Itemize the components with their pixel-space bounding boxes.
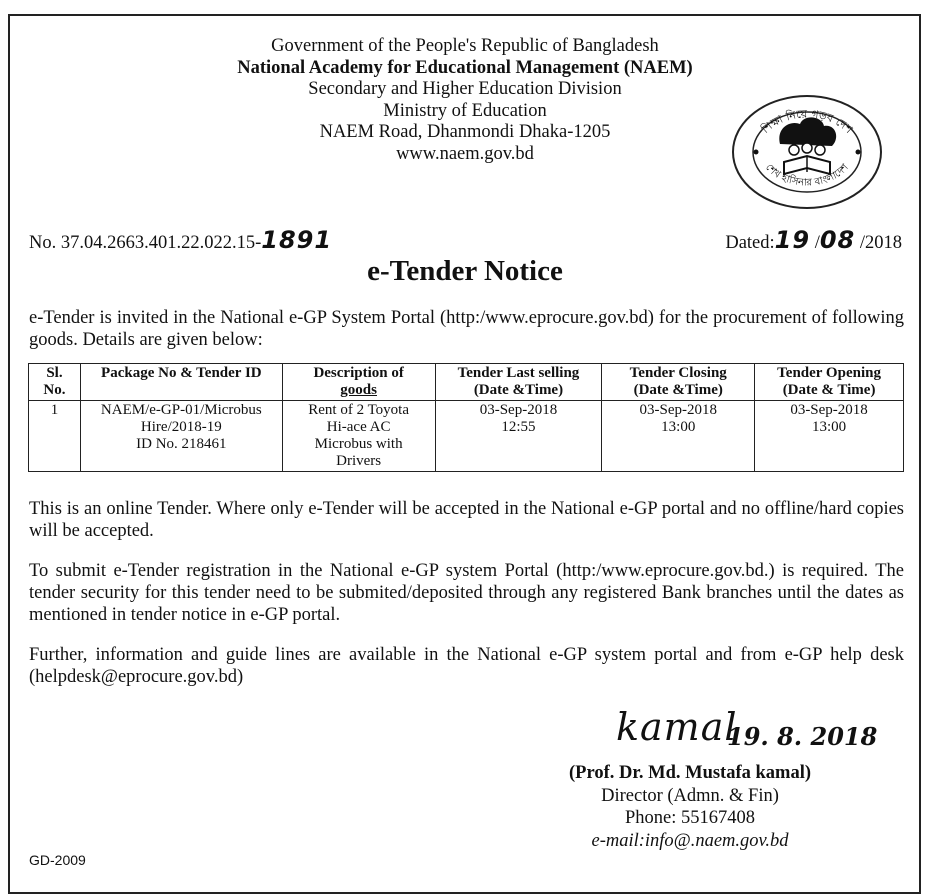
header-address: NAEM Road, Dhanmondi Dhaka-1205 [319,122,611,142]
header-government: Government of the People's Republic of Bangladesh [271,36,659,56]
seal-text-top: শিক্ষা নিয়ে গড়ব দেশ [759,107,856,137]
memo-number [29,226,332,254]
naem-seal-icon [728,92,886,212]
date-sep: / [810,233,820,253]
signatory-email: e-mail:info@.naem.gov.bd [591,830,789,851]
cell-package: NAEM/e-GP-01/Microbus Hire/2018-19 ID No. 218461 [80,401,282,472]
header-last-selling: Tender Last selling (Date &Time) [435,364,602,401]
header-package: Package No & Tender ID [80,364,282,401]
cell-last-selling: 03-Sep-2018 12:55 [435,401,602,472]
date-day: 19 [774,226,811,254]
helpdesk-paragraph: Further, information and guide lines are available in the National e-GP system portal and from e-GP help desk (helpdesk@eprocure.gov.bd) [29,645,904,687]
cell-description: Rent of 2 Toyota Hi-ace AC Microbus with Drivers [282,401,435,472]
footer-code: GD-2009 [29,852,86,868]
notice-title: e-Tender Notice [367,255,563,287]
memo-date [725,226,902,254]
tender-table [28,363,904,472]
signatory-name: (Prof. Dr. Md. Mustafa kamal) [568,763,812,783]
signature-scribble: kamal [616,705,738,749]
online-tender-paragraph: This is an online Tender. Where only e-Tender will be accepted in the National e-GP portal and no offline/hard copies will be accepted. [29,499,904,541]
header-academy: National Academy for Educational Management (NAEM) [237,57,693,78]
registration-paragraph: To submit e-Tender registration in the National e-GP system Portal (http:/www.eprocure.gov.bd.) is required. The tender security for this tender need to be submited/deposited through any registered Bank branches until the dates as mentioned in tender notice in e-GP portal. [29,561,904,625]
header-opening: Tender Opening (Date & Time) [755,364,904,401]
signature-handwritten-date: 19. 8. 2018 [727,722,878,751]
header-description: Description of goods [282,364,435,401]
cell-closing: 03-Sep-2018 13:00 [602,401,755,472]
date-month: 08 [819,226,856,254]
header-division: Secondary and Higher Education Division [308,79,622,99]
table-header-row [29,364,904,401]
header-website: www.naem.gov.bd [396,143,534,164]
table-row [29,401,904,472]
header-ministry: Ministry of Education [383,100,547,121]
intro-paragraph: e-Tender is invited in the National e-GP System Portal (http:/www.eprocure.gov.bd) for the procurement of following goods. Details are given below: [29,308,904,350]
signatory-phone: Phone: 55167408 [624,808,755,828]
date-year: /2018 [855,233,902,253]
signatory-designation: Director (Admn. & Fin) [601,785,779,806]
date-label: Dated: [725,233,775,253]
header-closing: Tender Closing (Date &Time) [602,364,755,401]
cell-sl: 1 [29,401,81,472]
seal-text-bottom: শেখ হাসিনার বাংলাদেশ [763,162,851,189]
cell-opening: 03-Sep-2018 13:00 [755,401,904,472]
memo-prefix: No. 37.04.2663.401.22.022.15- [29,233,262,253]
header-sl: Sl. No. [29,364,81,401]
signatory-block [540,762,840,852]
memo-handwritten-number: 1891 [261,226,333,254]
